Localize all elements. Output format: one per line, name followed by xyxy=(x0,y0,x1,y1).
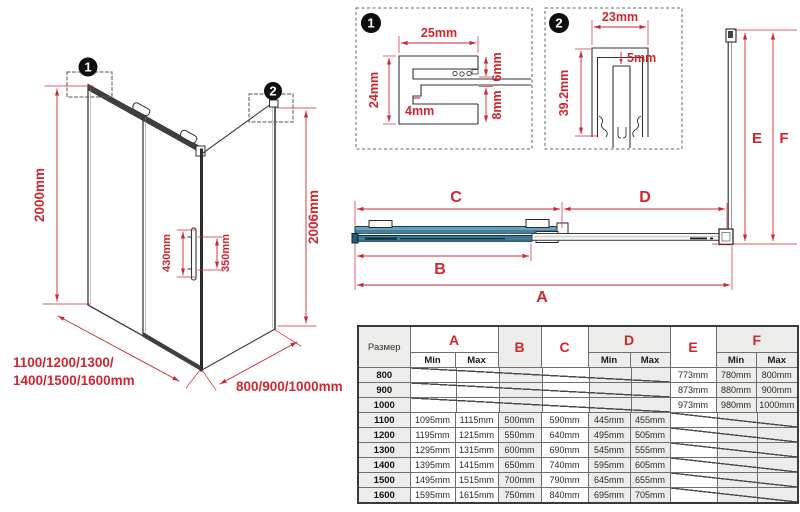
d1-dim-24mm: 24mm xyxy=(367,71,381,109)
table-cell: 545mm xyxy=(588,443,630,458)
table-cell: 550mm xyxy=(498,428,541,443)
f-min-header: Min xyxy=(716,353,756,368)
detail-2-number: 2 xyxy=(555,15,563,31)
plan-dim-e: E xyxy=(751,130,763,147)
bottom-rail xyxy=(143,332,201,371)
dim-arrowhead xyxy=(484,88,488,95)
crossed-cells xyxy=(670,488,798,504)
table-cell: 640mm xyxy=(541,428,588,443)
table-cell: 840mm xyxy=(541,488,588,504)
table-cell: 590mm xyxy=(541,413,588,428)
dim-arrowhead xyxy=(387,58,391,65)
dim-arrowhead xyxy=(181,269,185,276)
dim-arrowhead xyxy=(743,235,747,242)
dim-arrowhead xyxy=(771,235,775,242)
plan-dim-b: B xyxy=(434,261,446,278)
dim-arrowhead xyxy=(484,70,488,77)
dim-arrowhead xyxy=(743,33,747,40)
table-cell: 1200 xyxy=(358,428,410,443)
table-cell: 973mm xyxy=(670,398,716,413)
dim-arrowhead xyxy=(414,97,417,99)
roller-bracket-2 xyxy=(526,220,549,228)
table-cell: 873mm xyxy=(670,383,716,398)
table-row xyxy=(358,458,798,473)
dim-arrowhead xyxy=(523,254,530,258)
door-end-cap xyxy=(352,234,358,244)
table-cell: 1615mm xyxy=(455,488,498,504)
table-cell: 1000mm xyxy=(756,398,798,413)
d-min-header: Min xyxy=(588,353,630,368)
table-cell: 1495mm xyxy=(410,473,455,488)
table-cell: 1500 xyxy=(358,473,410,488)
table-row xyxy=(358,443,798,458)
d2-dim-5mm: 5mm xyxy=(627,51,657,65)
dim-label-2000: 2000mm xyxy=(32,167,47,223)
table-cell: 1300 xyxy=(358,443,410,458)
table-cell: 695mm xyxy=(588,488,630,504)
d1-dim-8mm: 8mm xyxy=(490,90,504,120)
table-cell: 700mm xyxy=(498,473,541,488)
crossed-cells xyxy=(670,473,798,488)
col-c-header: C xyxy=(541,326,588,368)
d2-dim-23mm: 23mm xyxy=(601,10,639,24)
f-max-header: Max xyxy=(756,353,798,368)
col-a-header: A xyxy=(410,326,498,353)
crossed-cells xyxy=(410,398,670,413)
dim-arrowhead xyxy=(219,379,227,386)
callout-1-number: 1 xyxy=(84,59,92,75)
table-cell: 1415mm xyxy=(455,458,498,473)
col-f-header: F xyxy=(716,326,798,353)
table-row xyxy=(358,413,798,428)
table-row xyxy=(358,368,798,383)
detail-1 xyxy=(356,8,532,149)
roller-bracket-1 xyxy=(369,221,392,228)
table-cell: 1095mm xyxy=(410,413,455,428)
col-b-header: B xyxy=(498,326,541,368)
table-row xyxy=(358,383,798,398)
dim-arrowhead xyxy=(172,376,180,383)
detail-1-number: 1 xyxy=(367,15,375,31)
table-cell: 1595mm xyxy=(410,488,455,504)
size-table xyxy=(357,325,799,504)
plan-dim-c: C xyxy=(450,189,462,206)
table-cell: 740mm xyxy=(541,458,588,473)
table-cell: 1115mm xyxy=(455,413,498,428)
table-row xyxy=(358,473,798,488)
table-cell: 800 xyxy=(358,368,410,383)
dim-label-430: 430mm xyxy=(161,234,173,272)
col-d-header: D xyxy=(588,326,670,353)
d1-dim-6mm: 6mm xyxy=(490,52,504,82)
table-cell: 650mm xyxy=(498,458,541,473)
table-cell: 600mm xyxy=(498,443,541,458)
dim-arrowhead xyxy=(357,207,364,211)
table-cell: 645mm xyxy=(588,473,630,488)
table-cell: 1400 xyxy=(358,458,410,473)
dim-arrowhead xyxy=(418,97,421,99)
dim-arrowhead xyxy=(771,33,775,40)
dim-arrowhead xyxy=(554,207,561,211)
table-cell: 750mm xyxy=(498,488,541,504)
table-cell: 1515mm xyxy=(455,473,498,488)
dim-arrowhead xyxy=(484,57,488,64)
dim-label-350: 350mm xyxy=(220,234,232,272)
table-cell: 780mm xyxy=(716,368,756,383)
dim-arrowhead xyxy=(594,25,601,29)
dim-arrowhead xyxy=(401,41,408,45)
table-cell: 505mm xyxy=(630,428,670,443)
dim-arrowhead xyxy=(357,254,364,258)
dim-arrowhead xyxy=(724,283,731,287)
crossed-cells xyxy=(670,413,798,428)
crossed-cells xyxy=(410,368,670,383)
table-cell: 1315mm xyxy=(455,443,498,458)
table-cell: 790mm xyxy=(541,473,588,488)
iso-view xyxy=(13,58,343,395)
a-min-header: Min xyxy=(410,353,455,368)
door-handle-top xyxy=(365,238,397,240)
d1-dim-4mm: 4mm xyxy=(405,104,435,118)
table-cell: 980mm xyxy=(716,398,756,413)
plan-view xyxy=(352,29,797,306)
col-e-header: E xyxy=(670,326,716,368)
table-cell: 1100 xyxy=(358,413,410,428)
corner-block xyxy=(719,229,733,245)
table-cell: 1215mm xyxy=(455,428,498,443)
dim-arrowhead xyxy=(484,116,488,123)
table-cell: 445mm xyxy=(588,413,630,428)
dim-arrowhead xyxy=(564,207,571,211)
wall-profile-top xyxy=(270,100,279,107)
depth-options: 800/900/1000mm xyxy=(236,379,343,394)
size-column-header: Размер xyxy=(358,326,410,368)
door-track-shade xyxy=(356,230,567,233)
crossed-cells xyxy=(410,383,670,398)
dim-arrowhead xyxy=(387,116,391,123)
table-cell: 800mm xyxy=(756,368,798,383)
callout-2-number: 2 xyxy=(269,83,277,99)
table-cell: 1600 xyxy=(358,488,410,504)
dim-arrowhead xyxy=(55,295,59,302)
dim-arrowhead xyxy=(357,283,364,287)
plan-dim-f: F xyxy=(779,130,789,147)
table-cell: 773mm xyxy=(670,368,716,383)
dim-arrowhead xyxy=(579,51,583,58)
table-row xyxy=(358,428,798,443)
crossed-cells xyxy=(670,458,798,473)
width-options-line2: 1400/1500/1600mm xyxy=(13,373,135,388)
dim-arrowhead xyxy=(640,25,647,29)
dim-arrowhead xyxy=(181,232,185,239)
door-handle xyxy=(192,228,197,280)
table-cell: 1395mm xyxy=(410,458,455,473)
table-cell: 1295mm xyxy=(410,443,455,458)
table-row xyxy=(358,488,798,504)
track-end-cap xyxy=(557,223,568,234)
table-cell: 690mm xyxy=(541,443,588,458)
detail-2 xyxy=(545,8,682,149)
crossed-cells xyxy=(670,428,798,443)
dim-arrowhead xyxy=(304,317,308,324)
table-cell: 900 xyxy=(358,383,410,398)
crossed-cells xyxy=(670,443,798,458)
plan-dim-d: D xyxy=(639,189,651,206)
d-max-header: Max xyxy=(630,353,670,368)
table-cell: 900mm xyxy=(756,383,798,398)
dim-arrowhead xyxy=(215,262,219,269)
d2-dim-39mm: 39.2mm xyxy=(557,69,571,117)
dim-label-2006: 2006mm xyxy=(306,189,321,245)
table-cell: 595mm xyxy=(588,458,630,473)
table-cell: 500mm xyxy=(498,413,541,428)
table-cell: 455mm xyxy=(630,413,670,428)
dim-arrowhead xyxy=(57,314,65,321)
plan-dim-a: A xyxy=(536,289,548,306)
dim-arrowhead xyxy=(719,207,726,211)
table-cell: 555mm xyxy=(630,443,670,458)
dim-arrowhead xyxy=(470,41,477,45)
d1-dim-25mm: 25mm xyxy=(420,26,458,40)
table-cell: 1195mm xyxy=(410,428,455,443)
table-cell: 1000 xyxy=(358,398,410,413)
table-cell: 655mm xyxy=(630,473,670,488)
width-options-line1: 1100/1200/1300/ xyxy=(13,355,114,370)
table-row xyxy=(358,398,798,413)
a-max-header: Max xyxy=(455,353,498,368)
dim-arrowhead xyxy=(619,59,622,64)
dim-arrowhead xyxy=(304,111,308,118)
dim-arrowhead xyxy=(215,239,219,246)
table-cell: 880mm xyxy=(716,383,756,398)
table-cell: 705mm xyxy=(630,488,670,504)
size-table-wrap xyxy=(357,325,799,504)
table-cell: 605mm xyxy=(630,458,670,473)
dim-arrowhead xyxy=(579,128,583,135)
table-cell: 495mm xyxy=(588,428,630,443)
dim-arrowhead xyxy=(55,89,59,96)
size-table-body xyxy=(358,368,798,504)
